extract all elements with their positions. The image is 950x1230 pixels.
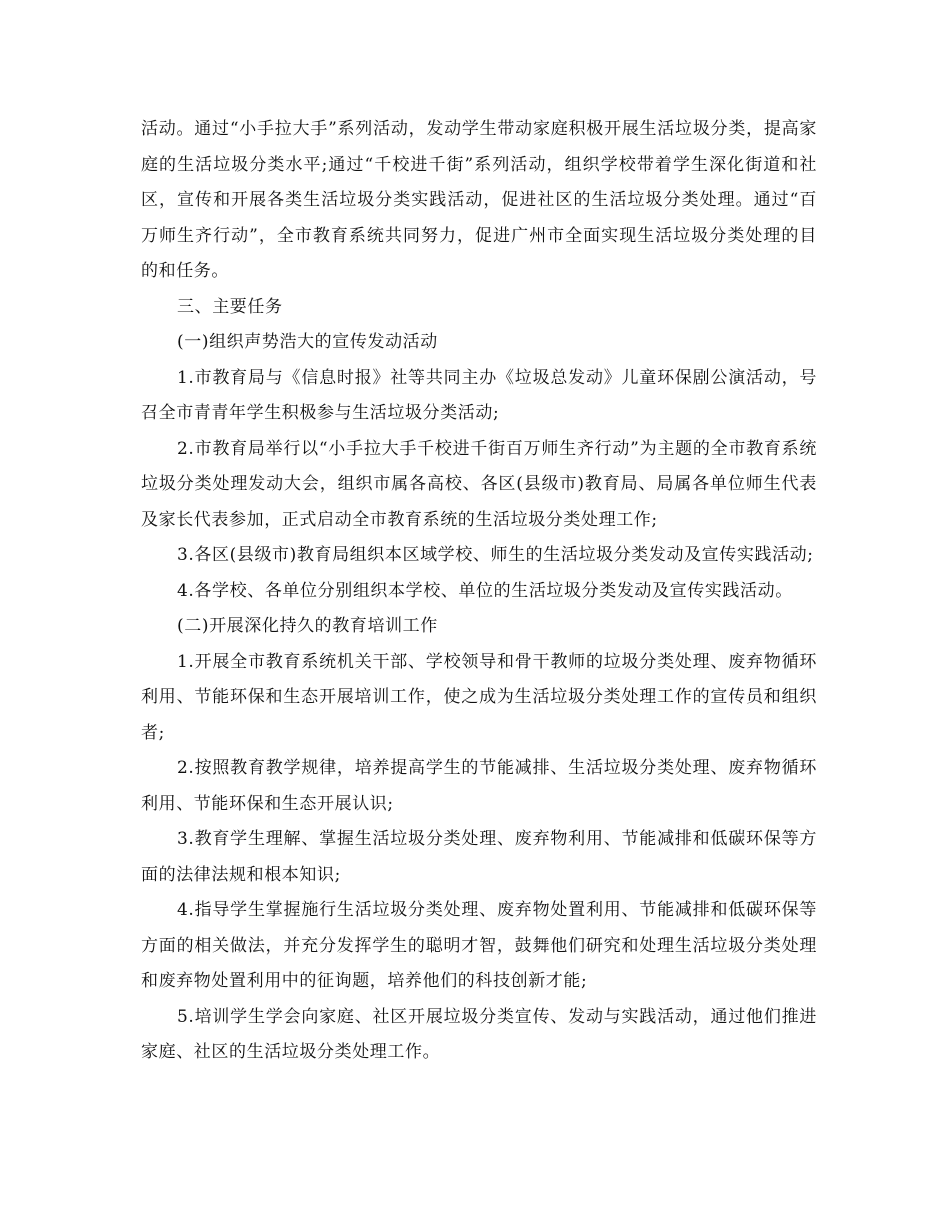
list-item: 4.各学校、各单位分别组织本学校、单位的生活垃圾分类发动及宣传实践活动。 <box>177 580 793 601</box>
paragraph-continuation: 活动。通过“小手拉大手”系列活动，发动学生带动家庭积极开展生活垃圾分类，提高家庭的生活垃圾分类水平;通过“千校进千街”系列活动，组织学校带着学生深化街道和社区，宣传和开展各类生活垃圾分类实践活动，促进社区的生活垃圾分类处理。通过“百万师生齐行动”，全市教育系统共同努力，促进广州市全面实现生活垃圾分类处理的目的和任务。 <box>141 119 817 281</box>
list-item: 5.培训学生学会向家庭、社区开展垃圾分类宣传、发动与实践活动，通过他们推进家庭、社区的生活垃圾分类处理工作。 <box>141 1006 817 1062</box>
list-item: 3.各区(县级市)教育局组织本区域学校、师生的生活垃圾分类发动及宣传实践活动; <box>177 545 814 565</box>
subsection-heading-2: (二)开展深化持久的教育培训工作 <box>177 616 438 636</box>
section-heading-main-tasks: 三、主要任务 <box>177 296 283 317</box>
document-body <box>141 112 817 1071</box>
list-item: 2.按照教育教学规律，培养提高学生的节能减排、生活垃圾分类处理、废弃物循环利用、节能环保和生态开展认识; <box>141 758 817 814</box>
list-item: 1.开展全市教育系统机关干部、学校领导和骨干教师的垃圾分类处理、废弃物循环利用、节能环保和生态开展培训工作，使之成为生活垃圾分类处理工作的宣传员和组织者; <box>141 651 817 743</box>
list-item: 1.市教育局与《信息时报》社等共同主办《垃圾总发动》儿童环保剧公演活动，号召全市青青年学生积极参与生活垃圾分类活动; <box>141 367 817 423</box>
subsection-heading-1: (一)组织声势浩大的宣传发动活动 <box>177 332 438 352</box>
list-item: 2.市教育局举行以“小手拉大手千校进千街百万师生齐行动”为主题的全市教育系统垃圾分类处理发动大会，组织市属各高校、各区(县级市)教育局、局属各单位师生代表及家长代表参加，正式启动全市教育系统的生活垃圾分类处理工作; <box>141 438 817 530</box>
list-item: 3.教育学生理解、掌握生活垃圾分类处理、废弃物利用、节能减排和低碳环保等方面的法律法规和根本知识; <box>141 829 817 885</box>
list-item: 4.指导学生掌握施行生活垃圾分类处理、废弃物处置利用、节能减排和低碳环保等方面的相关做法，并充分发挥学生的聪明才智，鼓舞他们研究和处理生活垃圾分类处理和废弃物处置利用中的征询题，培养他们的科技创新才能; <box>141 900 817 991</box>
